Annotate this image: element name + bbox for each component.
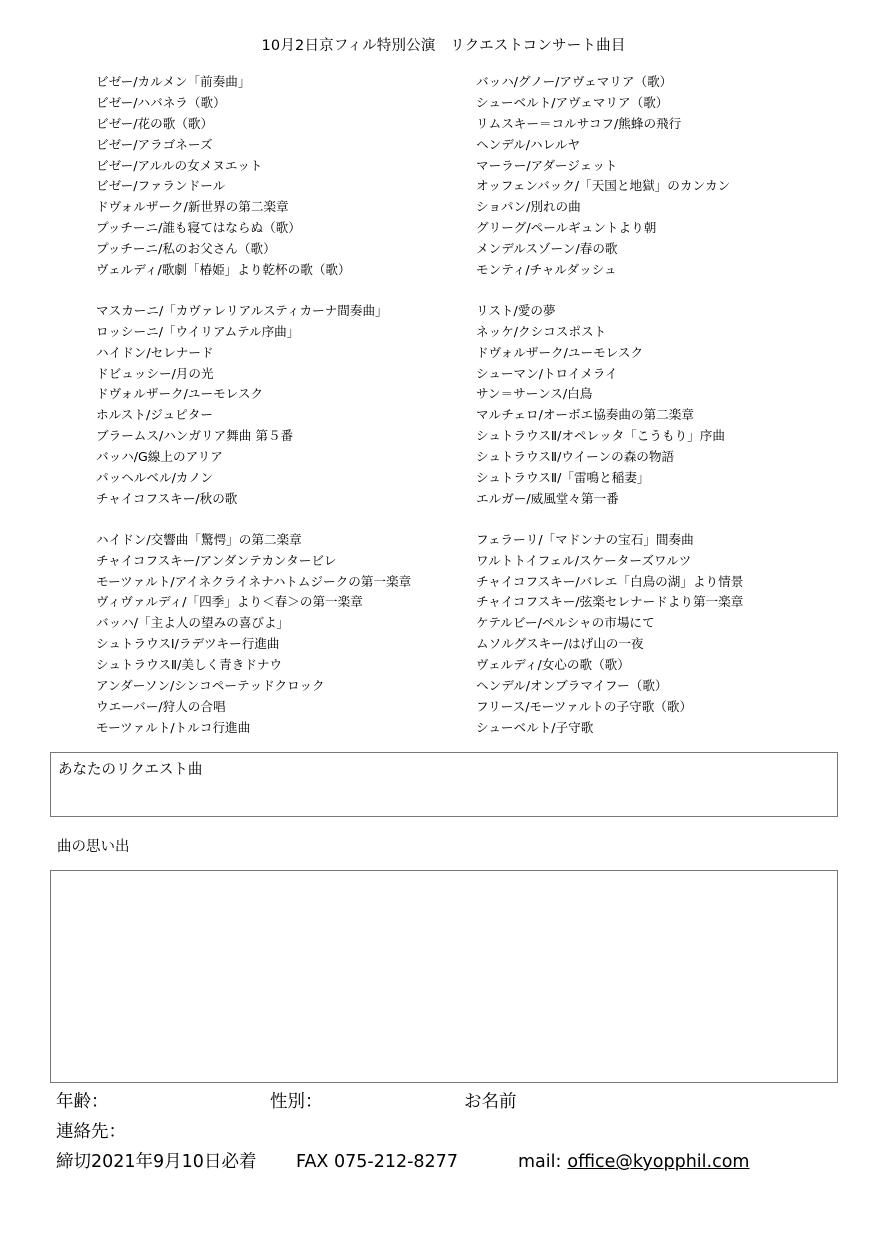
song-group (476, 72, 856, 281)
song-item: マスカーニ/「カヴァレリアルスティカーナ間奏曲」 (96, 302, 388, 318)
song-item: シュトラウスⅡ/オペレッタ「こうもり」序曲 (476, 428, 725, 444)
song-item: メンデルスゾーン/春の歌 (476, 241, 618, 257)
song-item: プッチーニ/誰も寝てはならぬ（歌） (96, 220, 301, 236)
song-item: モンティ/チャルダッシュ (476, 262, 617, 278)
song-list-right (476, 72, 856, 759)
song-item: リムスキー＝コルサコフ/熊蜂の飛行 (476, 115, 682, 131)
song-item: ビゼー/アラゴネーズ (96, 136, 213, 152)
song-item: バッハ/「主よ人の望みの喜びよ」 (96, 615, 290, 631)
song-group (476, 530, 856, 739)
song-item: チャイコフスキー/弦楽セレナードより第一楽章 (476, 594, 744, 610)
song-item: バッハ/グノー/アヴェマリア（歌） (476, 74, 673, 89)
song-item: マルチェロ/オーボエ協奏曲の第二楽章 (476, 407, 694, 423)
song-item: ハイドン/セレナード (96, 344, 214, 360)
contact-label: 連絡先： (56, 1122, 126, 1142)
song-item: ドビュッシー/月の光 (96, 365, 214, 381)
song-item: ケテルビー/ペルシャの市場にて (476, 615, 655, 631)
song-item: プッチーニ/私のお父さん（歌） (96, 241, 276, 257)
song-item: フェラーリ/「マドンナの宝石」間奏曲 (476, 531, 694, 547)
song-item: ビゼー/カルメン「前奏曲」 (96, 74, 251, 89)
song-item: マーラー/アダージェット (476, 157, 618, 173)
song-item: チャイコフスキー/バレエ「白鳥の湖」より情景 (476, 573, 744, 589)
deadline-text: 締切2021年9月10日必着 (56, 1152, 257, 1172)
song-item: ヴィヴァルディ/「四季」より＜春＞の第一楽章 (96, 594, 363, 610)
page-title: 10月2日京フィル特別公演 リクエストコンサート曲目 (261, 38, 626, 54)
song-item: ヴェルディ/女心の歌（歌） (476, 657, 630, 673)
song-item: ドヴォルザーク/ユーモレスク (476, 344, 644, 360)
song-item: アンダーソン/シンコペーテッドクロック (96, 678, 325, 694)
song-item: ロッシーニ/「ウイリアムテル序曲」 (96, 323, 300, 339)
request-song-field[interactable] (50, 752, 838, 817)
song-item: ビゼー/花の歌（歌） (96, 115, 214, 131)
song-item: エルガー/威風堂々第一番 (476, 490, 619, 506)
song-item: ハイドン/交響曲「驚愕」の第二楽章 (96, 531, 302, 547)
song-item: チャイコフスキー/秋の歌 (96, 490, 238, 506)
song-item: ヘンデル/ハレルヤ (476, 136, 581, 152)
song-item: ワルトトイフェル/スケーターズワルツ (476, 552, 692, 568)
song-group (476, 301, 856, 510)
song-item: モーツァルト/トルコ行進曲 (96, 719, 251, 735)
song-item: ホルスト/ジュピター (96, 407, 213, 423)
song-item: ネッケ/クシコスポスト (476, 323, 607, 339)
song-group (96, 301, 466, 510)
fax-number: FAX 075-212-8277 (296, 1152, 458, 1172)
song-item: フリース/モーツァルトの子守歌（歌） (476, 698, 693, 714)
song-item: シュトラウスⅡ/「雷鳴と稲妻」 (476, 470, 650, 486)
song-item: シューマン/トロイメライ (476, 365, 618, 381)
mail-label: mail: (518, 1152, 562, 1172)
song-item: ビゼー/ファランドール (96, 178, 226, 194)
song-item: グリーグ/ペールギュントより朝 (476, 220, 657, 236)
song-item: シュトラウスⅠ/ラデツキー行進曲 (96, 636, 280, 652)
footer-info (56, 1148, 749, 1173)
song-memory-field[interactable] (50, 870, 838, 1083)
song-item: ドヴォルザーク/新世界の第二楽章 (96, 199, 289, 215)
song-item: シューベルト/アヴェマリア（歌） (476, 94, 669, 110)
song-list-left (96, 72, 466, 759)
song-item: シューベルト/子守歌 (476, 719, 594, 735)
name-label: お名前 (464, 1092, 517, 1112)
song-item: ビゼー/アルルの女メヌエット (96, 157, 263, 173)
song-item: ビゼー/ハバネラ（歌） (96, 94, 226, 110)
song-item: サン＝サーンス/白鳥 (476, 386, 593, 402)
gender-label: 性別： (270, 1092, 323, 1112)
song-item: ブラームス/ハンガリア舞曲 第５番 (96, 428, 294, 444)
song-item: ヴェルディ/歌劇「椿姫」より乾杯の歌（歌） (96, 262, 351, 278)
song-item: モーツァルト/アイネクライネナハトムジークの第一楽章 (96, 573, 412, 589)
age-label: 年齢： (56, 1092, 109, 1112)
song-item: ヘンデル/オンブラマイフー（歌） (476, 678, 668, 694)
song-item: リスト/愛の夢 (476, 302, 556, 318)
song-item: オッフェンバック/「天国と地獄」のカンカン (476, 178, 731, 194)
song-item: シュトラウスⅡ/美しく青きドナウ (96, 657, 283, 673)
song-item: パッヘルベル/カノン (96, 470, 214, 486)
song-group (96, 530, 466, 739)
song-item: ムソルグスキー/はげ山の一夜 (476, 636, 644, 652)
request-song-label: あなたのリクエスト曲 (58, 762, 203, 778)
song-item: チャイコフスキー/アンダンテカンタービレ (96, 552, 337, 568)
song-item: ドヴォルザーク/ユーモレスク (96, 386, 264, 402)
song-item: ショパン/別れの曲 (476, 199, 581, 215)
song-item: ウエーバー/狩人の合唱 (96, 698, 226, 714)
song-group (96, 72, 466, 281)
song-memory-label: 曲の思い出 (57, 839, 130, 855)
song-item: シュトラウスⅡ/ウイーンの森の物語 (476, 449, 675, 465)
song-item: バッハ/G線上のアリア (96, 449, 223, 465)
mail-link[interactable]: office@kyopphil.com (567, 1152, 750, 1172)
